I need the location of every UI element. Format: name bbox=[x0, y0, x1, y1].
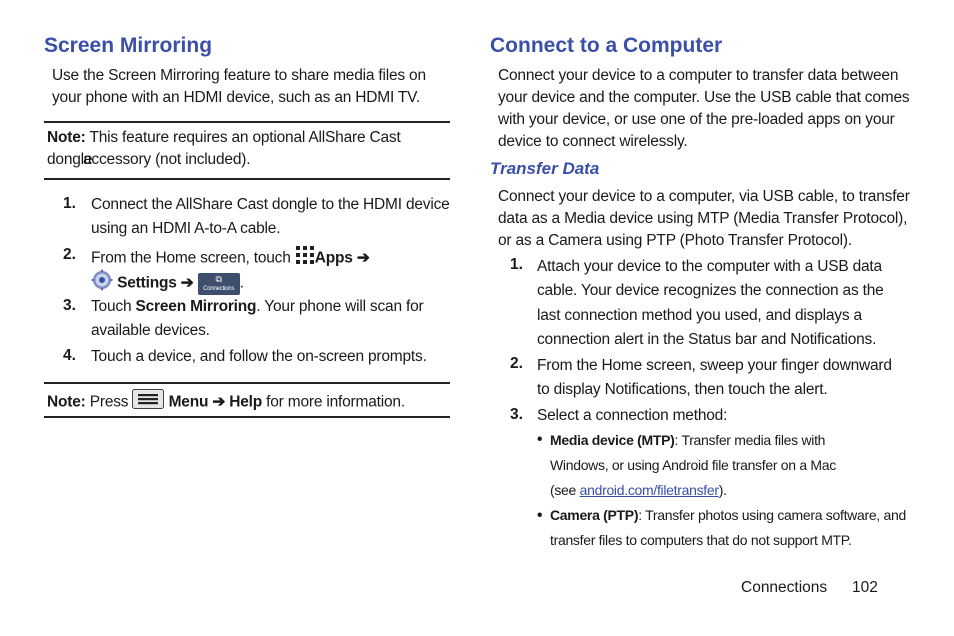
step-text: Touch a device, and follow the on-screen prompts. bbox=[91, 348, 427, 365]
step-line: From the Home screen, sweep your finger downward bbox=[537, 357, 892, 374]
connect-intro bbox=[498, 65, 908, 153]
step-text: Select a connection method: bbox=[537, 407, 728, 424]
screen-mirroring-label: Screen Mirroring bbox=[135, 298, 257, 315]
intro-line: device to connect wirelessly. bbox=[498, 133, 688, 150]
footer-section-name: Connections bbox=[741, 579, 828, 596]
subsection-title-transfer-data: Transfer Data bbox=[490, 159, 600, 178]
note-text-post: for more information. bbox=[266, 393, 405, 411]
arrow-icon: ➔ bbox=[180, 274, 194, 292]
settings-gear-icon bbox=[91, 269, 113, 298]
intro-line: your device and the computer. Use the USB cable that comes bbox=[498, 89, 910, 106]
step-text bbox=[91, 296, 451, 318]
step-text-pre: From the Home screen, touch bbox=[91, 249, 291, 267]
section-title-screen-mirroring: Screen Mirroring bbox=[44, 34, 213, 57]
step-text: available devices. bbox=[91, 322, 210, 339]
note-text: This feature requires an optional AllShare Cast dongle bbox=[47, 129, 401, 168]
step-line: connection alert in the Status bar and Notifications. bbox=[537, 330, 877, 348]
bullet-text: (see bbox=[550, 482, 580, 498]
transfer-line: or as a Camera using PTP (Photo Transfer Protocol). bbox=[498, 232, 852, 249]
bullet-text: ). bbox=[718, 482, 727, 498]
arrow-icon: ➔ bbox=[356, 249, 370, 267]
bullet-text: : Transfer media files with bbox=[674, 432, 826, 448]
menu-label: Menu bbox=[168, 393, 209, 411]
step-text-pre: Touch bbox=[91, 298, 132, 315]
step-number: 2. bbox=[63, 246, 76, 263]
settings-label: Settings bbox=[117, 274, 177, 292]
screen-mirroring-intro: Use the Screen Mirroring feature to share media files on your phone with an HDMI device, such as an HDMI TV. bbox=[52, 67, 426, 106]
divider bbox=[44, 382, 450, 384]
step-number: 2. bbox=[510, 355, 523, 372]
step-text: Settings ➔ ⧉ Connections . bbox=[91, 269, 451, 298]
step-number: 4. bbox=[63, 347, 76, 364]
apps-grid-icon bbox=[295, 245, 315, 272]
step-line: Attach your device to the computer with a USB data bbox=[537, 258, 882, 275]
bullet-label: Media device (MTP) bbox=[550, 432, 675, 448]
bullet-icon: • bbox=[537, 507, 543, 524]
step-number: 3. bbox=[510, 406, 523, 423]
step-line: last connection method you used, and displays a bbox=[537, 306, 862, 324]
note-text-pre: Press bbox=[89, 393, 129, 411]
divider bbox=[44, 121, 450, 123]
intro-line: with your device, or use one of the pre-loaded apps on your bbox=[498, 111, 895, 128]
step-text-post: . Your phone will scan for bbox=[256, 298, 424, 315]
bullet-text: : Transfer photos using camera software, and bbox=[638, 507, 906, 523]
bullet-icon: • bbox=[537, 431, 543, 448]
divider bbox=[44, 416, 450, 418]
bullet-text: transfer files to computers that do not support MTP. bbox=[550, 532, 852, 548]
bullet-camera bbox=[550, 503, 910, 553]
step-text: Connect the AllShare Cast dongle to the HDMI device bbox=[91, 196, 450, 213]
arrow-icon: ➔ bbox=[212, 393, 226, 411]
android-filetransfer-link[interactable]: android.com/filetransfer bbox=[579, 482, 719, 498]
connections-glyph-icon: ⧉ bbox=[215, 273, 222, 284]
step-number: 1. bbox=[510, 256, 523, 273]
note-text-continued: accessory (not included). bbox=[83, 151, 251, 168]
step-text: using an HDMI A-to-A cable. bbox=[91, 220, 281, 237]
step-text bbox=[537, 354, 907, 402]
bullet-label: Camera (PTP) bbox=[550, 507, 639, 523]
apps-label: Apps bbox=[314, 249, 353, 267]
help-label: Help bbox=[229, 393, 263, 411]
bullet-media-device bbox=[550, 428, 910, 503]
step-number: 3. bbox=[63, 297, 76, 314]
connections-tab-label: Connections bbox=[203, 285, 235, 292]
menu-key-icon bbox=[132, 389, 164, 416]
transfer-line: Connect your device to a computer, via USB cable, to transfer bbox=[498, 188, 910, 205]
step-line: to display Notifications, then touch the alert. bbox=[537, 381, 828, 398]
connections-tab-icon bbox=[198, 273, 240, 295]
step-text bbox=[91, 245, 451, 272]
transfer-intro bbox=[498, 186, 908, 252]
divider bbox=[44, 178, 450, 180]
note-label: Note: bbox=[47, 393, 86, 411]
page-number: 102 bbox=[852, 579, 878, 596]
note-menu-help bbox=[47, 389, 447, 416]
step-number: 1. bbox=[63, 195, 76, 212]
bullet-text: Windows, or using Android file transfer on a Mac bbox=[550, 457, 836, 473]
step-line: cable. Your device recognizes the connection as the bbox=[537, 282, 884, 300]
transfer-line: data as a Media device using MTP (Media Transfer Protocol), bbox=[498, 210, 908, 227]
section-title-connect-to-computer: Connect to a Computer bbox=[490, 34, 723, 57]
intro-line: Connect your device to a computer to transfer data between bbox=[498, 67, 899, 84]
step-text bbox=[537, 255, 907, 352]
note-label: Note: bbox=[47, 129, 86, 146]
